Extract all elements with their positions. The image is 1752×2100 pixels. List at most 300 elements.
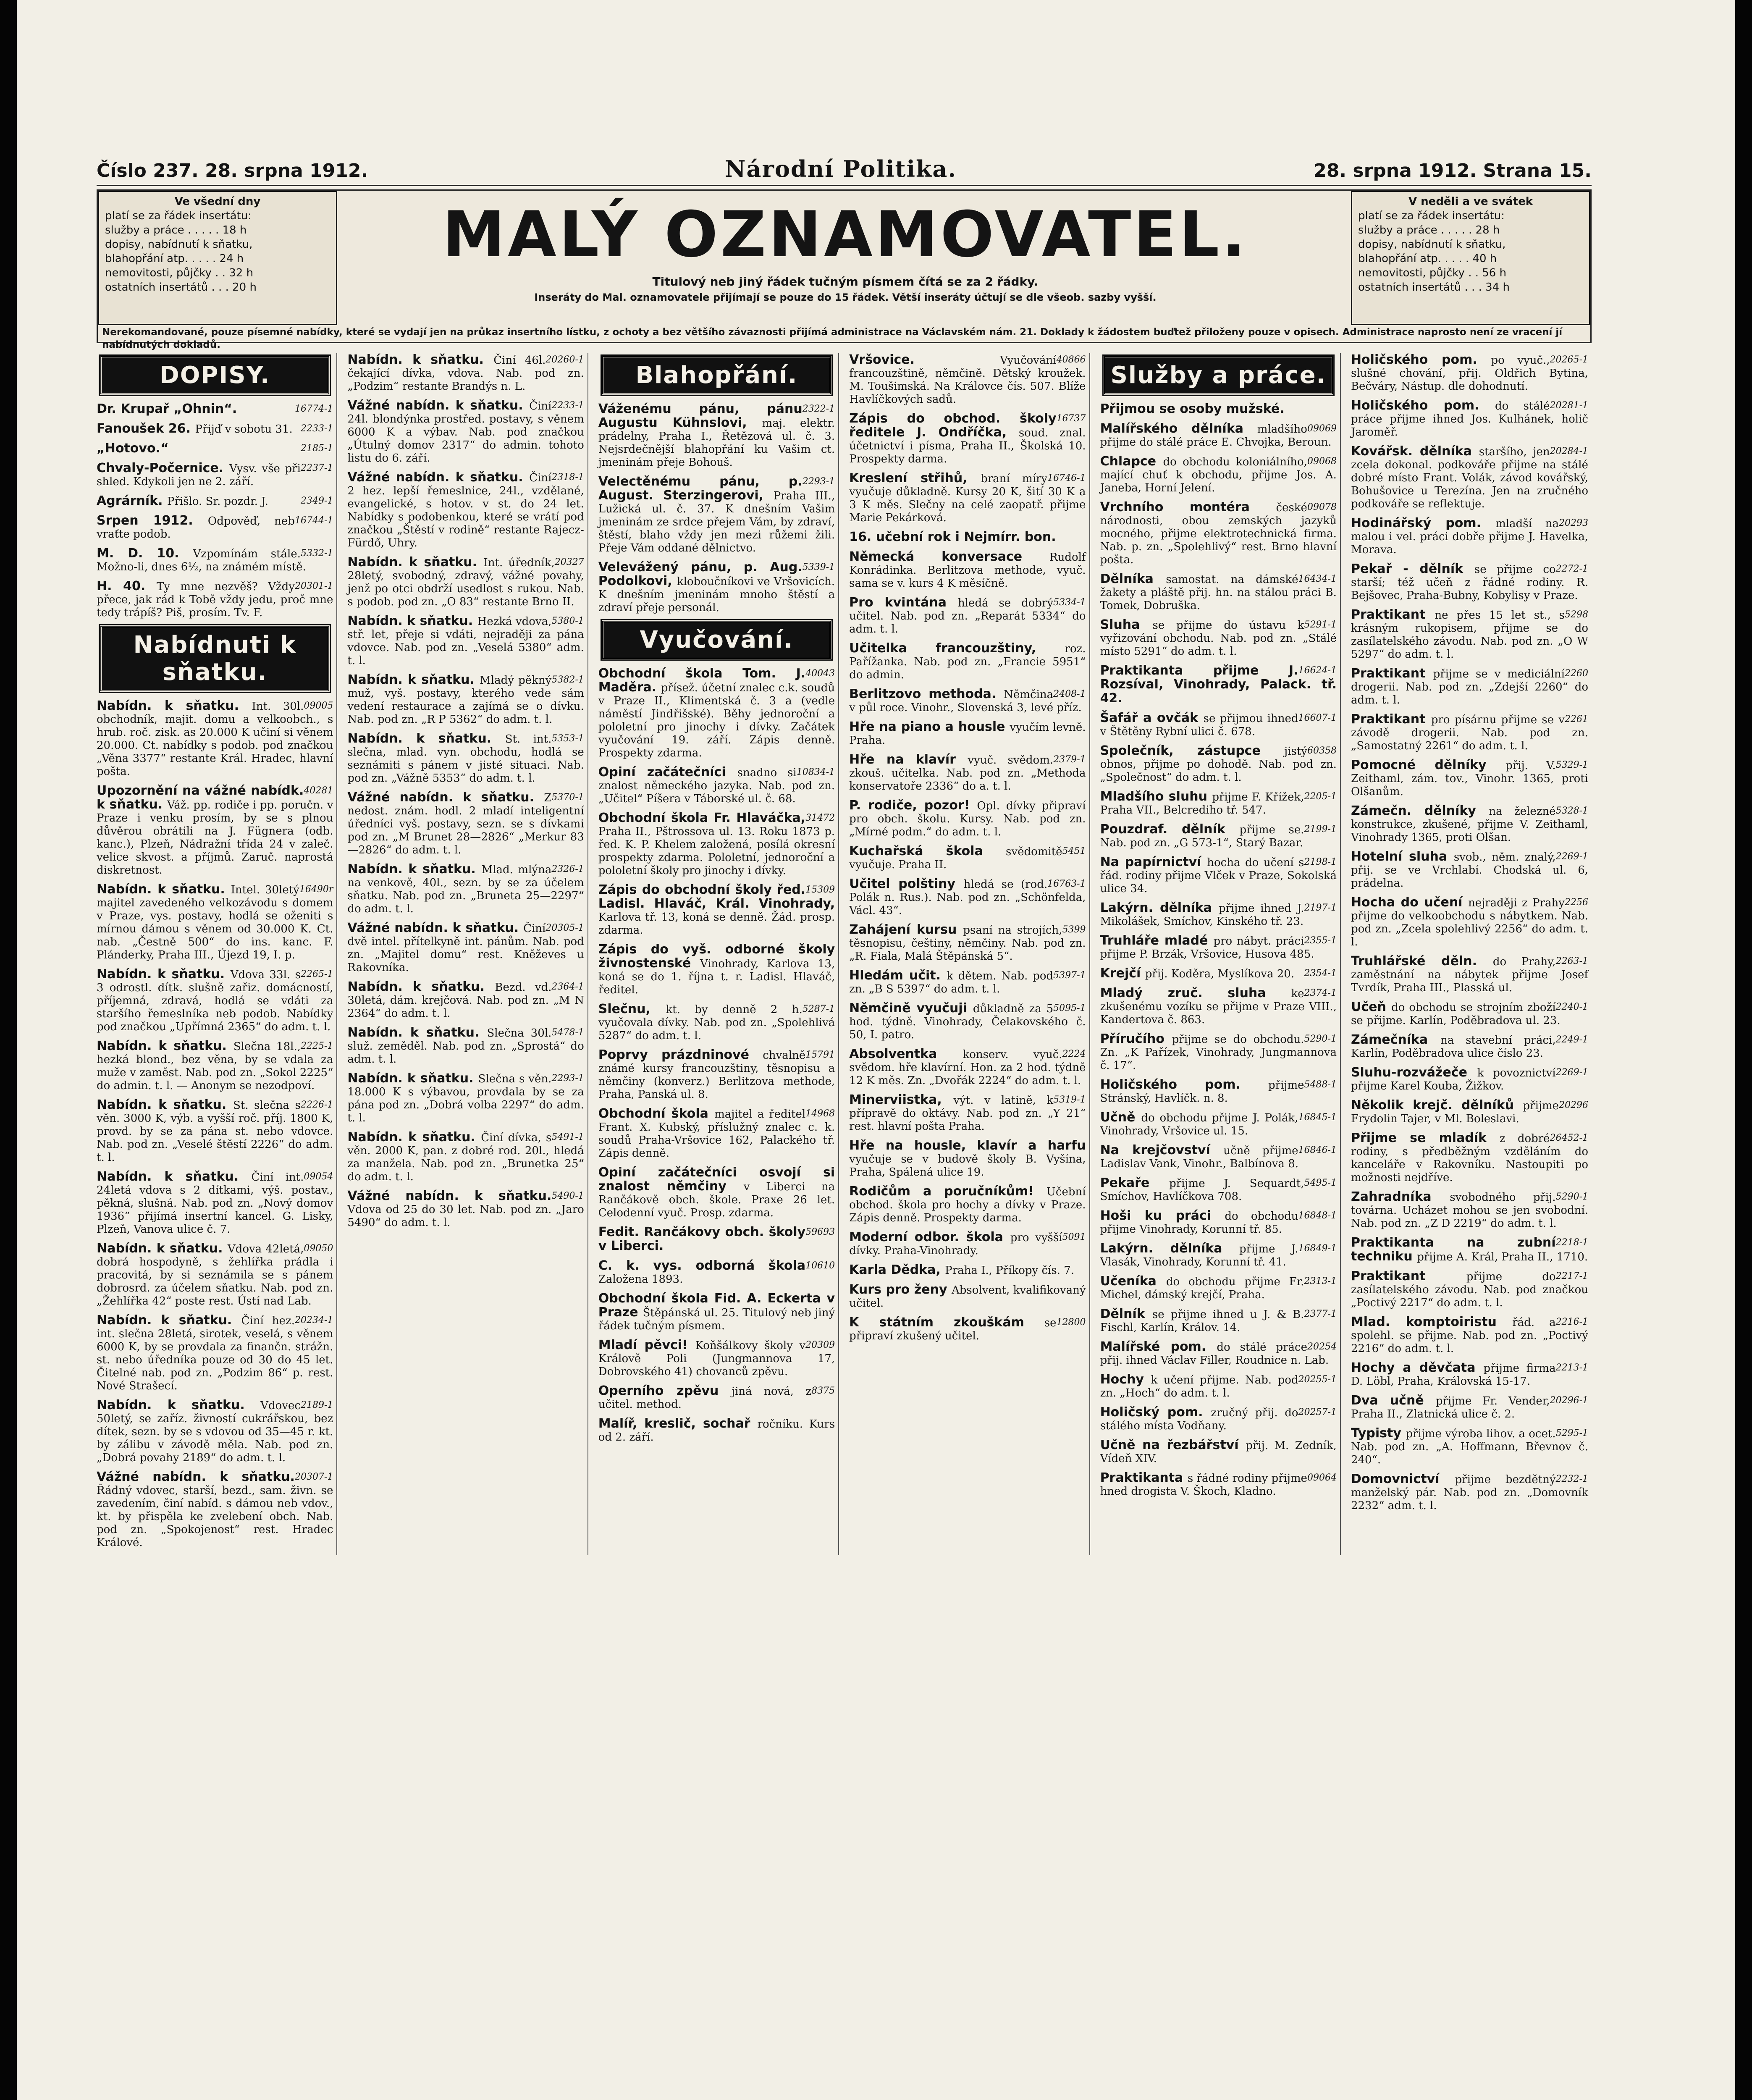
classified-ad (598, 1259, 835, 1286)
ad-text: Opl. dívky připraví pro obch. školu. Kursy. Nab. pod zn. „Mírné podm.“ do adm. t. l. (849, 800, 1086, 838)
ad-code: 2249-1 (1555, 1034, 1588, 1045)
classified-ad (1100, 1176, 1337, 1203)
ad-text: zručný přij. do stálého místa Vodňany. (1100, 1407, 1298, 1432)
classified-ad (598, 1384, 835, 1411)
ad-headline: Hotelní sluha (1351, 849, 1454, 864)
classified-ad (97, 1170, 333, 1236)
classified-ad (1351, 399, 1588, 439)
ad-code: 5287-1 (802, 1004, 835, 1014)
classified-ad (1351, 608, 1588, 661)
ad-text: Slečna 30l. služ. zeměděl. Nab. pod zn. „Sprostá“ do adm. t. l. (347, 1027, 584, 1066)
classified-ad (598, 561, 835, 614)
ad-headline: Lakýrn. dělníka (1100, 900, 1219, 915)
ad-headline: Příručího (1100, 1032, 1172, 1046)
sunday-rates-title: V neděli a ve svátek (1408, 195, 1533, 208)
ad-text: St. int. slečna, mlad. vyn. obchodu, hodlá se seznámiti s pánem v jisté situaci. Nab. pod zn. „Vážně 5353“ do adm. t. l. (347, 733, 584, 785)
classified-ad (598, 1003, 835, 1042)
sunday-rate-line: dopisy, nabídnutí k sňatku, (1358, 238, 1506, 251)
ad-text: ke zkušenému vozíku se přijme v Praze VIII., Kandertova č. 863. (1100, 987, 1337, 1026)
classified-ad (1100, 1078, 1337, 1105)
ad-code: 10610 (805, 1260, 835, 1271)
classified-ad (598, 1417, 835, 1444)
ad-text: Mlad. mlýna na venkově, 40l., sezn. by se za účelem sňatku. Nab. pod zn. „Bruneta 25—2297“ do adm. t. l. (347, 864, 584, 915)
ad-text: Vdova 42letá, dobrá hospodyně, s žehlířka prádla i pracovitá, by si seznámila se s pánem dobrosrd. za účelem sňatku. Nab. pod zn. „Žehlířka 42“ poste rest. Ústí nad Lab. (97, 1243, 333, 1307)
ad-headline: Mlad. komptoiristu (1351, 1315, 1513, 1329)
ad-text: Činí 46l. čekající dívka, vdova. Nab. pod zn. „Podzim“ restante Brandýs n. L. (347, 354, 584, 393)
classified-ad (849, 923, 1086, 963)
masthead (97, 155, 1592, 186)
ad-headline: Operního zpěvu (598, 1383, 732, 1398)
ad-columns (97, 353, 1592, 1555)
ad-headline: 16. učební rok i Nejmírr. bon. (849, 530, 1056, 544)
section-heading: Služby a práce. (1104, 356, 1333, 395)
ad-text: přijme se do obchodu. Zn. „K Pařízek, Vinohrady, Jungmannova č. 17“. (1100, 1033, 1337, 1072)
ad-code: 2205-1 (1304, 791, 1337, 802)
ad-text: přijme Frydolin Tajer, v Ml. Boleslavi. (1351, 1100, 1559, 1125)
ad-code: 2213-1 (1555, 1362, 1588, 1373)
ad-text: přijme se v mediciální drogerii. Nab. pod zn. „Zdejší 2260“ do adm. t. l. (1351, 668, 1588, 706)
ad-code: 5382-1 (551, 675, 584, 685)
ad-headline: Dva učně (1351, 1393, 1436, 1408)
ad-text: Vyučování francouzštině, němčině. Dětský kroužek. M. Toušimská. Na Královce čís. 507. Blíže Havlíčkových sadů. (849, 354, 1086, 406)
weekday-rates-title: Ve všední dny (174, 195, 261, 208)
ad-text: Řádný vdovec, starší, bezd., sam. živn. se zavedením, činí nabíd. s dámou neb vdov., kt. by přispěla ke zvelebení obch. Nab. pod zn. „Spokojenost“ rest. Hradec Králové. (97, 1484, 333, 1549)
ad-headline: Nabídn. k sňatku. (347, 979, 495, 994)
ad-text: učně přijme Ladislav Vank, Vinohr., Balbínova 8. (1100, 1144, 1299, 1170)
classified-ad (1351, 517, 1588, 556)
classified-ad (347, 1072, 584, 1125)
ad-text: mladšího přijme do stálé práce E. Chvojka, Beroun. (1100, 423, 1332, 449)
classified-ad (1351, 353, 1588, 393)
ad-code: 2261 (1565, 714, 1588, 724)
ad-code: 12800 (1056, 1317, 1086, 1328)
ad-headline: Domovnictví (1351, 1472, 1455, 1486)
ad-headline: Nabídn. k sňatku. (347, 1130, 481, 1144)
classified-ad (1351, 1315, 1588, 1355)
ad-text: svobodného přij. továrna. Ucházet mohou se jen svobodní. Nab. pod zn. „Z D 2219“ do adm. t. l. (1351, 1191, 1588, 1230)
classified-ad (1351, 759, 1588, 798)
ad-text: se připraví zkušený učitel. (849, 1317, 1057, 1342)
ad-code: 2198-1 (1304, 857, 1337, 867)
ad-text: do stálé práce přijme ihned Jos. Kulhánek, holič Jaroměř. (1351, 400, 1588, 438)
ad-headline: Holičského pom. (1100, 1077, 1269, 1092)
ad-code: 5332-1 (300, 548, 333, 559)
classified-ad (598, 766, 835, 806)
classified-ad (97, 784, 333, 877)
ad-code: 5291-1 (1304, 620, 1337, 630)
ad-code: 5298 (1565, 609, 1588, 620)
ad-code: 20296 (1559, 1100, 1588, 1110)
ad-headline: Nabídn. k sňatku. (97, 1039, 233, 1053)
ad-text: přijme se. Nab. pod zn. „G 573-1“, Starý Bazar. (1100, 824, 1304, 849)
ad-code: 2364-1 (551, 982, 584, 992)
classified-ad (97, 1399, 333, 1465)
classified-ad (347, 921, 584, 974)
ad-code: 5370-1 (551, 792, 584, 803)
ad-headline: Kuchařská škola (849, 844, 1006, 858)
ad-code: 16607-1 (1298, 713, 1337, 723)
ad-column (347, 353, 588, 1555)
classified-ad (598, 883, 835, 937)
ad-code: 2237-1 (300, 463, 333, 473)
ad-code: 16746-1 (1047, 473, 1086, 483)
classified-ad (1351, 713, 1588, 753)
ad-text: Němčina v půl roce. Vinohr., Slovenská 3, levé příz. (849, 688, 1082, 714)
ad-code: 5319-1 (1053, 1095, 1086, 1105)
section-heading: Nabídnuti k sňatku. (100, 625, 330, 692)
ad-text: přijme A. Král, Praha II., 1710. (1417, 1251, 1588, 1263)
ad-headline: Slečnu, (598, 1002, 666, 1016)
ad-code: 20305-1 (546, 923, 584, 933)
ad-code: 14968 (805, 1108, 835, 1119)
ad-code: 5339-1 (802, 562, 835, 572)
ad-headline: Pekaře (1100, 1176, 1170, 1190)
classified-ad (347, 1131, 584, 1184)
ad-text: se přijmou ihned v Štětěny Rybní ulici č. 678. (1100, 712, 1298, 738)
ad-headline: Zahájení kursu (849, 922, 963, 937)
ad-text: Z nedost. znám. hodl. 2 mladí inteligentní úředníci vyš. postavy, sezn. se s dívkami pod zn. „M Brunet 28—2826“ „Merkur 83—2826“ do adm. t. l. (347, 792, 584, 856)
ad-text: k učení přijme. Nab. pod zn. „Hoch“ do adm. t. l. (1100, 1374, 1298, 1399)
sunday-rate-line: ostatních insertátů . . . 34 h (1358, 281, 1510, 294)
ad-code: 20309 (805, 1340, 835, 1350)
ad-code: 60358 (1307, 746, 1337, 756)
classified-ad (598, 1107, 835, 1160)
ad-text: hocha do učení s řád. rodiny přijme Vlček v Praze, Sokolská ulice 34. (1100, 856, 1337, 895)
classified-ad (1100, 1144, 1337, 1171)
ad-code: 20301-1 (294, 581, 333, 591)
classified-ad (347, 791, 584, 857)
ad-code: 09054 (304, 1171, 333, 1182)
ad-text: řád. a spolehl. se přijme. Nab. pod zn. „Poctivý 2216“ do adm. t. l. (1351, 1316, 1588, 1355)
ad-text: do obchodu koloniálního, mající chuť k obchodu, přijme Jos. A. Janeba, Horní Jelení. (1100, 456, 1337, 494)
sunday-rates-box (1351, 191, 1590, 325)
classified-ad (1351, 667, 1588, 707)
ad-headline: Vrchního montéra (1100, 500, 1276, 514)
ad-headline: Opiní začátečníci osvojí si znalost němčiny (598, 1165, 835, 1194)
classified-ad (849, 720, 1086, 747)
ad-code: 2226-1 (300, 1100, 333, 1110)
ad-headline: Učitel polštiny (849, 877, 964, 891)
ad-headline: Přijme se mladík (1351, 1131, 1500, 1145)
ad-text: Praha I., Příkopy čís. 7. (945, 1264, 1075, 1277)
issue-date: Číslo 237. 28. srpna 1912. (97, 160, 368, 181)
classified-ad (598, 811, 835, 877)
classified-ad (849, 799, 1086, 839)
ad-text: jiná nová, z učitel. method. (598, 1385, 812, 1411)
ad-code: 2224 (1062, 1049, 1086, 1059)
ad-code: 16434-1 (1298, 574, 1337, 584)
ad-code: 20284-1 (1550, 446, 1588, 457)
classified-ad (97, 1098, 333, 1164)
ad-text: Rudolf Konrádinka. Berlitzova methode, vyuč. sama se v. kurs 4 K měsíčně. (849, 551, 1086, 590)
ad-headline: Mladí pěvci! (598, 1338, 695, 1352)
classified-ad (1351, 1427, 1588, 1467)
classified-ad (1100, 1275, 1337, 1302)
ad-code: 20327 (554, 557, 584, 567)
ad-headline: Nabídn. k sňatku. (97, 1313, 241, 1328)
ad-headline: Německá konversace (849, 549, 1049, 564)
classified-ad (97, 547, 333, 574)
ad-headline: Nabídn. k sňatku. (97, 1398, 261, 1412)
ad-headline: Malířské pom. (1100, 1339, 1217, 1354)
ad-text: ne přes 15 let st., s krásným rukopisem, přijme se do zasílatelského závodu. Nab. pod zn. „O W 5297“ do adm. t. l. (1351, 609, 1588, 661)
ad-text: samostat. na dámské žakety a pláště přij. hn. na stálou práci B. Tomek, Dobruška. (1100, 573, 1337, 612)
ad-code: 2318-1 (551, 472, 584, 483)
classified-ad (347, 614, 584, 667)
ad-code: 40281 (304, 785, 333, 796)
ad-headline: K státním zkouškám (849, 1315, 1044, 1330)
ad-headline: Fanoušek 26. (97, 421, 195, 436)
classified-ad (1351, 1473, 1588, 1512)
classified-ad (849, 550, 1086, 590)
ad-headline: Malíř, kreslič, sochař (598, 1416, 758, 1431)
ad-text: Vdova 33l. s 3 odrostl. dítk. slušně zařiz. domácností, příjemná, zdravá, hodlá se vdáti za staršího řemeslníka neb podob. Nabídky pod značkou „Upřímná 2365“ do adm. t. l. (97, 969, 333, 1033)
ad-text: Štěpánská ul. 25. Titulový neb jiný řádek tučným písmem. (598, 1307, 835, 1332)
ad-headline: Praktikant (1351, 712, 1431, 727)
ad-text: braní míry vyučuje důkladně. Kursy 20 K, šití 30 K a 3 K měs. Slečny na celé zaopatř. přijme Marie Pekárková. (849, 472, 1086, 524)
ad-headline: „Hotovo.“ (97, 441, 169, 456)
classified-ad (1100, 901, 1337, 928)
ad-code: 16774-1 (294, 404, 333, 414)
classified-ad (1100, 501, 1337, 567)
ad-text: po vyuč., slušné chování, přij. Oldřich Bytina, Bečváry, Nástup. dle dohodnutí. (1351, 354, 1588, 393)
ad-headline: Pekař - dělník (1351, 562, 1474, 576)
ad-headline: Kurs pro ženy (849, 1282, 952, 1297)
ad-headline: Nabídn. k sňatku. (97, 1097, 233, 1112)
classified-ad (849, 845, 1086, 872)
classified-ad (347, 673, 584, 726)
ad-code: 2269-1 (1555, 851, 1588, 862)
ad-headline: Zámečníka (1351, 1032, 1441, 1047)
ad-headline: Vážné nabídn. k sňatku. (347, 1189, 552, 1203)
ad-code: 5451 (1062, 846, 1086, 856)
ad-headline: Hocha do učení (1351, 895, 1469, 910)
ad-headline: Zápis do obchod. školy ředitele J. Ondříčka, (849, 411, 1057, 440)
ad-headline: Praktikanta (1100, 1470, 1188, 1485)
weekday-rate-line: platí se za řádek insertátu: (105, 210, 252, 222)
ad-code: 20296-1 (1550, 1395, 1588, 1406)
ad-text: Činí 24l. blondýnka prostřed. postavy, s věnem 6000 K a výbav. Nab. pod značkou „Útulný domov 2317“ do admin. tohoto listu do 6. září. (347, 400, 584, 465)
ad-text: Činí dívka, s věn. 2000 K, pan. z dobré rod. 20l., hledá za manžela. Nab. pod zn. „Brunetka 25“ do adm. t. l. (347, 1131, 584, 1183)
ad-headline: Vršovice. (849, 352, 1000, 367)
ad-text: Slečna s věn. 18.000 K s výbavou, provdala by se za pána pod zn. „Dobrá volba 2297“ do adm. t. l. (347, 1073, 584, 1124)
ad-code: 09078 (1307, 502, 1337, 512)
ad-text: konserv. vyuč. svědom. hře klavírní. Hon. za 2 hod. týdně 12 K měs. Zn. „Dvořák 2224“ do adm. t. l. (849, 1048, 1086, 1087)
ad-code: 2265-1 (300, 969, 333, 979)
ad-headline: Nabídn. k sňatku. (347, 352, 494, 367)
classified-ad (598, 1048, 835, 1101)
classified-ad (1100, 1340, 1337, 1367)
ad-text: soud. znal. účetnictví i písma, Praha II., Školská 10. Prospekty darma. (849, 427, 1086, 465)
ad-headline: Rodičům a poručníkům! (849, 1184, 1046, 1199)
ad-headline: Hře na klavír (849, 752, 968, 767)
ad-text: k povoznictví přijme Karel Kouba, Žižkov. (1351, 1067, 1556, 1092)
ad-text: přísež. účetní znalec c.k. soudů v Praze II., Klimentská č. 3 a (vedle náměstí Jindřišské). Běhy jednoroční a pololetní pro jinochy i dívky. Začátek vyučování 19. září. Zápis denně. Prospekty zdarma. (598, 682, 835, 759)
classified-ad (849, 688, 1086, 714)
ad-headline: Nabídn. k sňatku. (97, 1169, 252, 1184)
ad-code: 2354-1 (1304, 968, 1337, 979)
ad-text: Bezd. vd. 30letá, dám. krejčová. Nab. pod zn. „M N 2364“ do adm. t. l. (347, 981, 584, 1020)
ad-column (849, 353, 1090, 1555)
ad-code: 5328-1 (1555, 806, 1588, 816)
ad-headline: Učitelka francouzštiny, (849, 641, 1065, 656)
ad-headline: Upozornění na vážné nabídk. k sňatku. (97, 783, 304, 812)
ad-code: 2263-1 (1555, 956, 1588, 966)
classified-ad (849, 1002, 1086, 1042)
ad-code: 20254 (1307, 1341, 1337, 1352)
ad-text: vyuč. svědom. zkouš. učitelka. Nab. pod zn. „Methoda konservatoře 2336“ do a. t. l. (849, 754, 1086, 793)
ad-text: jistý obnos, přijme po dohodě. Nab. pod zn. „Společnost“ do adm. t. l. (1100, 745, 1337, 784)
ad-headline: Němčině vyučuji (849, 1001, 973, 1016)
ad-code: 2349-1 (300, 496, 333, 506)
ad-text: do obchodu přijme Vinohrady, Korunní tř. 85. (1100, 1210, 1298, 1236)
ad-text: mladší na malou i vel. práci dobře přijme J. Havelka, Morava. (1351, 517, 1588, 556)
ad-headline: C. k. vys. odborná škola (598, 1258, 806, 1273)
ad-code: 16490r (299, 884, 333, 895)
ad-text: přij. Koděra, Myslíkova 20. (1145, 968, 1295, 980)
ad-text: Odpověď, neb vraťte podob. (97, 515, 295, 541)
ad-text: přijme do zasílatelského závodu. Nab. pod značkou „Poctivý 2217“ do adm. t. l. (1351, 1270, 1588, 1309)
ad-text: Přišlo. Sr. pozdr. J. (167, 495, 268, 508)
ad-text: výt. v latině, k přípravě do oktávy. Nab. pod zn. „Y 21“ rest. hlavní pošta Praha. (849, 1094, 1086, 1133)
ad-text: roz. Pařížanka. Nab. pod zn. „Francie 5951“ do admin. (849, 643, 1086, 681)
ad-headline: Krejčí (1100, 966, 1145, 981)
ad-text: Koňšálkovy školy v Králově Poli (Jungmannova 17, Dobrovského 41) chovanců zpěvu. (598, 1339, 835, 1378)
ad-headline: M. D. 10. (97, 546, 193, 561)
ad-headline: Mladšího sluhu (1100, 789, 1212, 804)
ad-text: se přijme ihned u J. & B. Fischl, Karlín, Králov. 14. (1100, 1308, 1304, 1334)
ad-text: Vdova od 25 do 30 let. Nab. pod zn. „Jaro 5490“ do adm. t. l. (347, 1203, 584, 1229)
classified-ad (849, 1093, 1086, 1133)
classified-ad (849, 1263, 1086, 1277)
classified-ad (849, 1316, 1086, 1343)
classified-ad (1100, 1242, 1337, 1269)
classified-ad (1100, 711, 1337, 738)
ad-code: 59693 (805, 1227, 835, 1237)
newspaper-name: Národní Politika. (725, 155, 957, 182)
ad-headline: Praktikanta na zubní techniku (1351, 1235, 1556, 1264)
ad-headline: Fedit. Rančákovy obch. školy v Liberci. (598, 1225, 806, 1253)
ad-headline: Obchodní škola Tom. J. Maděra. (598, 666, 806, 695)
sunday-rate-line: platí se za řádek insertátu: (1358, 210, 1505, 222)
classified-ad (1351, 1066, 1588, 1093)
ad-text: Mladý pěkný muž, vyš. postavy, kterého vede sám vedení restaurace a zajímá se o dívku. Nab. pod zn. „R P 5362“ do adm. t. l. (347, 674, 584, 726)
classified-ad (1100, 823, 1337, 850)
ad-code: 5397-1 (1053, 970, 1086, 981)
weekday-rates-box (98, 191, 337, 325)
section-title: MALÝ OZNAMOVATEL. (442, 198, 1248, 271)
classified-ad (1100, 934, 1337, 961)
classified-ad (1100, 967, 1337, 981)
ad-text: Karlova tř. 13, koná se denně. Žád. prosp. zdarma. (598, 911, 835, 937)
classified-ad (598, 1339, 835, 1378)
ad-headline: Vážné nabídn. k sňatku. (347, 398, 530, 413)
classified-ad (1100, 455, 1337, 495)
ad-text: se přijme co starší; též učeň z řádné rodiny. R. Bejšovec, Praha-Bubny, Kobylisy v Praze. (1351, 563, 1588, 602)
ad-headline: Karla Dědka, (849, 1263, 945, 1277)
ad-code: 5091 (1062, 1232, 1086, 1242)
ad-code: 5353-1 (551, 733, 584, 744)
ad-headline: Nabídn. k sňatku. (347, 862, 482, 877)
classified-ad (849, 1047, 1086, 1087)
ad-code: 2355-1 (1304, 935, 1337, 946)
ad-text: Přijď v sobotu 31. (195, 423, 293, 436)
ad-text: do Prahy, zaměstnání na nábytek přijme Josef Tvrdík, Praha III., Plasská ul. (1351, 956, 1588, 994)
ad-headline: Hledám učit. (849, 968, 947, 983)
classified-ad (97, 699, 333, 778)
classified-ad (1100, 856, 1337, 895)
section-heading: DOPISY. (100, 356, 330, 395)
classified-ad (1351, 804, 1588, 844)
classified-ad (849, 353, 1086, 406)
ad-code: 10834-1 (796, 767, 835, 777)
ad-text: Váž. pp. rodiče i pp. poručn. v Praze i venku prosím, by se s plnou důvěrou obrátili na J. Fügnera (odb. kanc.), Plzeň, Nádražní třída 24 v zaleč. velice skvost. a příjmů. Zaruč. naprostá diskretnost. (97, 799, 333, 877)
weekday-rate-line: blahopřání atp. . . . . 24 h (105, 252, 244, 265)
ad-headline: Mladý zruč. sluha (1100, 986, 1291, 1000)
ad-headline: Lakýrn. dělníka (1100, 1241, 1239, 1256)
ad-text: Vzpomínám stále. Možno-li, dnes 6½, na známém místě. (97, 548, 306, 573)
classified-ad (849, 1185, 1086, 1225)
classified-ad (347, 556, 584, 609)
ad-code: 20307-1 (294, 1472, 333, 1482)
classified-ad (97, 883, 333, 962)
ad-code: 20293 (1559, 518, 1588, 528)
classified-ad (849, 642, 1086, 682)
ad-text: vyučuje se v budově školy B. Vyšína, Praha, Spálená ulice 19. (849, 1153, 1086, 1179)
ad-code: 09005 (304, 701, 333, 711)
sunday-rate-line: blahopřání atp. . . . . 40 h (1358, 252, 1497, 265)
ad-code: 5329-1 (1555, 760, 1588, 770)
classified-ad (1351, 1099, 1588, 1126)
ad-code: 09068 (1307, 456, 1337, 467)
ad-headline: Zahradníka (1351, 1189, 1450, 1204)
ad-headline: Holičský pom. (1100, 1405, 1211, 1420)
ad-headline: Nabídn. k sňatku. (97, 882, 231, 897)
ad-text: důkladně za 5 hod. týdně. Vinohrady, Čelakovského č. 50, I. patro. (849, 1003, 1086, 1041)
classified-ad (347, 863, 584, 916)
ad-headline: Typisty (1351, 1426, 1406, 1441)
classified-ad (1351, 1361, 1588, 1388)
ad-headline: H. 40. (97, 579, 157, 593)
ad-headline: Pro kvintána (849, 595, 958, 610)
classified-ad (97, 1314, 333, 1393)
ad-text: maj. elektr. prádelny, Praha I., Řetězová ul. č. 3. Nejsrdečnější blahopřání ku Vašim ct. jmeninám přeje Bohouš. (598, 417, 835, 469)
classified-ad (849, 1283, 1086, 1310)
ad-headline: Sluhu-rozvážeče (1351, 1065, 1477, 1080)
ad-code: 2293-1 (802, 476, 835, 487)
classified-ad (97, 494, 333, 508)
ad-headline: Holičského pom. (1351, 398, 1495, 413)
ad-text: na železné konstrukce, zkušené, přijme V. Zeithaml, Vinohrady 1365, proti Olšan. (1351, 805, 1588, 844)
classified-ad (97, 514, 333, 541)
classified-ad (1351, 1394, 1588, 1421)
ad-headline: Zápis do vyš. odborné školy živnostenské (598, 942, 835, 971)
ad-headline: Velevážený pánu, p. Aug. Podolkovi, (598, 560, 803, 588)
ad-text: hledá se dobrý učitel. Nab. pod zn. „Reparát 5334“ do adm. t. l. (849, 597, 1086, 635)
classified-ad (1351, 955, 1588, 995)
ad-code: 2217-1 (1555, 1271, 1588, 1281)
classified-ad (849, 969, 1086, 996)
ad-text: Intel. 30letý majitel zavedeného velkozávodu s domem v Praze, vys. postavy, hodlá se oženiti s mírnou dámou s věnem od 30.000 K. Ct. nab. „Čestně 500“ do ins. kanc. F. Plánderky, Praha III., Újezd 19, I. p. (97, 884, 333, 961)
ad-headline: Nabídn. k sňatku. (347, 672, 480, 687)
ad-text: kt. by denně 2 h. vyučovala dívky. Nab. pod zn. „Spolehlivá 5287“ do adm. t. l. (598, 1003, 835, 1042)
ad-code: 2197-1 (1304, 903, 1337, 913)
classified-ad (849, 412, 1086, 466)
ad-text: chvalně známé kursy francouzštiny, těsnopisu a němčiny (konverz.) Berlitzova methode, Praha, Panská ul. 8. (598, 1049, 835, 1101)
ad-code: 09050 (304, 1243, 333, 1254)
classified-ad (1100, 790, 1337, 817)
ad-headline: Vážné nabídn. k sňatku. (347, 470, 530, 485)
